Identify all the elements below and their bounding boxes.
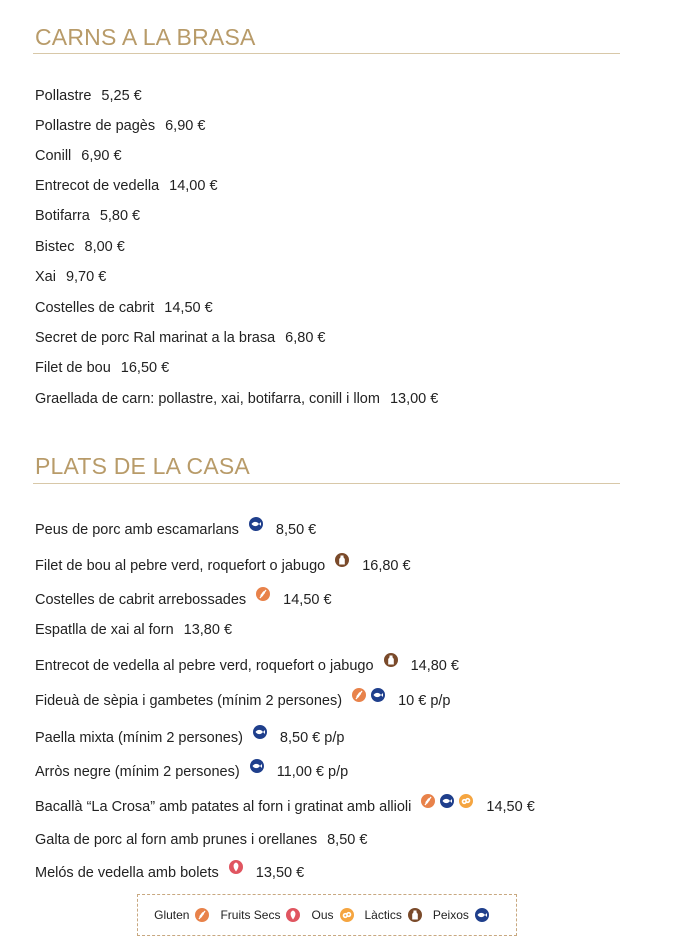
allergen-icons	[227, 858, 246, 876]
egg-icon	[338, 906, 356, 924]
menu-item	[35, 328, 326, 348]
menu-item	[35, 656, 459, 676]
allergen-icons	[333, 551, 352, 569]
fish-icon	[248, 757, 266, 775]
menu-item	[35, 762, 348, 782]
menu-item	[35, 206, 140, 226]
legend-nuts	[220, 906, 303, 924]
menu-item	[35, 389, 438, 409]
menu-item	[35, 267, 106, 287]
item-name: Paella mixta (mínim 2 persones)	[35, 730, 243, 746]
menu-item	[35, 176, 218, 196]
allergen-icons	[248, 757, 267, 775]
fish-icon	[369, 686, 387, 704]
item-name: Peus de porc amb escamarlans	[35, 522, 239, 538]
legend-label: Ous	[311, 908, 334, 922]
item-name: Pollastre de pagès	[35, 118, 156, 134]
item-name: Xai	[35, 269, 56, 285]
item-name: Conill	[35, 148, 72, 164]
item-price: 8,00 €	[84, 239, 125, 255]
legend-gluten	[154, 906, 212, 924]
fish-icon	[438, 792, 456, 810]
item-price: 13,00 €	[389, 391, 439, 407]
menu-item	[35, 298, 213, 318]
item-price: 6,90 €	[81, 148, 122, 164]
wheat-icon	[254, 585, 272, 603]
milk-icon	[382, 651, 400, 669]
item-name: Costelles de cabrit	[35, 300, 155, 316]
item-name: Costelles de cabrit arrebossades	[35, 592, 247, 608]
allergen-icons	[254, 585, 273, 603]
allergen-icons	[251, 723, 270, 741]
wheat-icon	[193, 906, 211, 924]
legend-label: Gluten	[154, 908, 190, 922]
item-name: Bistec	[35, 239, 75, 255]
wheat-icon	[350, 686, 368, 704]
item-price: 8,50 €	[275, 522, 317, 538]
fish-icon	[473, 906, 491, 924]
milk-icon	[333, 551, 351, 569]
item-price: 8,50 € p/p	[279, 730, 345, 746]
section-title-carns: CARNS A LA BRASA	[35, 24, 256, 50]
menu-item	[35, 86, 142, 106]
item-price: 10 € p/p	[398, 693, 451, 709]
legend-fish	[433, 906, 492, 924]
menu-item	[35, 863, 304, 883]
menu-item	[35, 116, 205, 136]
item-price: 14,80 €	[410, 658, 459, 674]
fish-icon	[251, 723, 269, 741]
item-name: Entrecot de vedella	[35, 178, 160, 194]
wheat-icon	[419, 792, 437, 810]
item-name: Arròs negre (mínim 2 persones)	[35, 764, 240, 780]
item-price: 13,50 €	[255, 865, 305, 881]
item-name: Galta de porc al forn amb prunes i orellanes	[35, 832, 318, 848]
item-price: 5,25 €	[101, 88, 142, 104]
item-name: Entrecot de vedella al pebre verd, roquefort o jabugo	[35, 658, 374, 674]
item-price: 9,70 €	[65, 269, 107, 285]
milk-icon	[406, 906, 424, 924]
item-name: Filet de bou	[35, 360, 111, 376]
item-price: 14,50 €	[164, 300, 213, 316]
menu-item	[35, 520, 316, 540]
item-price: 5,80 €	[99, 208, 141, 224]
menu-item	[35, 728, 344, 748]
item-name: Graellada de carn: pollastre, xai, botifarra, conill i llom	[35, 391, 380, 407]
item-price: 14,00 €	[169, 178, 218, 194]
allergen-icons	[419, 792, 476, 810]
item-name: Bacallà “La Crosa” amb patates al forn i gratinat amb allioli	[35, 799, 412, 815]
menu-item	[35, 590, 332, 610]
menu-item	[35, 691, 451, 711]
section-divider	[33, 53, 620, 54]
item-price: 8,50 €	[327, 832, 368, 848]
menu-item	[35, 620, 232, 640]
item-price: 16,50 €	[120, 360, 170, 376]
allergen-legend	[137, 894, 517, 936]
legend-label: Peixos	[432, 908, 469, 922]
section-divider	[33, 483, 620, 484]
egg-icon	[457, 792, 475, 810]
item-name: Pollastre	[35, 88, 92, 104]
nut-icon	[227, 858, 245, 876]
menu-item	[35, 830, 367, 850]
legend-label: Fruits Secs	[220, 908, 281, 922]
item-name: Filet de bou al pebre verd, roquefort o jabugo	[35, 558, 326, 574]
item-price: 6,90 €	[165, 118, 206, 134]
item-price: 16,80 €	[362, 558, 411, 574]
menu-item	[35, 237, 125, 257]
allergen-icons	[382, 651, 401, 669]
section-title-plats: PLATS DE LA CASA	[35, 453, 250, 479]
allergen-icons	[350, 686, 388, 704]
item-price: 6,80 €	[285, 330, 326, 346]
legend-eggs	[311, 906, 356, 924]
menu-item	[35, 146, 122, 166]
nut-icon	[284, 906, 302, 924]
item-price: 14,50 €	[283, 592, 332, 608]
legend-label: Làctics	[364, 908, 402, 922]
item-name: Espatlla de xai al forn	[35, 622, 174, 638]
item-name: Botifarra	[35, 208, 90, 224]
allergen-icons	[247, 515, 266, 533]
fish-icon	[247, 515, 265, 533]
item-name: Secret de porc Ral marinat a la brasa	[35, 330, 276, 346]
item-price: 13,80 €	[183, 622, 233, 638]
item-price: 11,00 € p/p	[276, 764, 349, 780]
item-name: Fideuà de sèpia i gambetes (mínim 2 persones)	[35, 693, 343, 709]
menu-item	[35, 797, 535, 817]
legend-dairy	[365, 906, 425, 924]
item-name: Melós de vedella amb bolets	[35, 865, 219, 881]
menu-item	[35, 358, 169, 378]
menu-item	[35, 556, 411, 576]
item-price: 14,50 €	[486, 799, 535, 815]
